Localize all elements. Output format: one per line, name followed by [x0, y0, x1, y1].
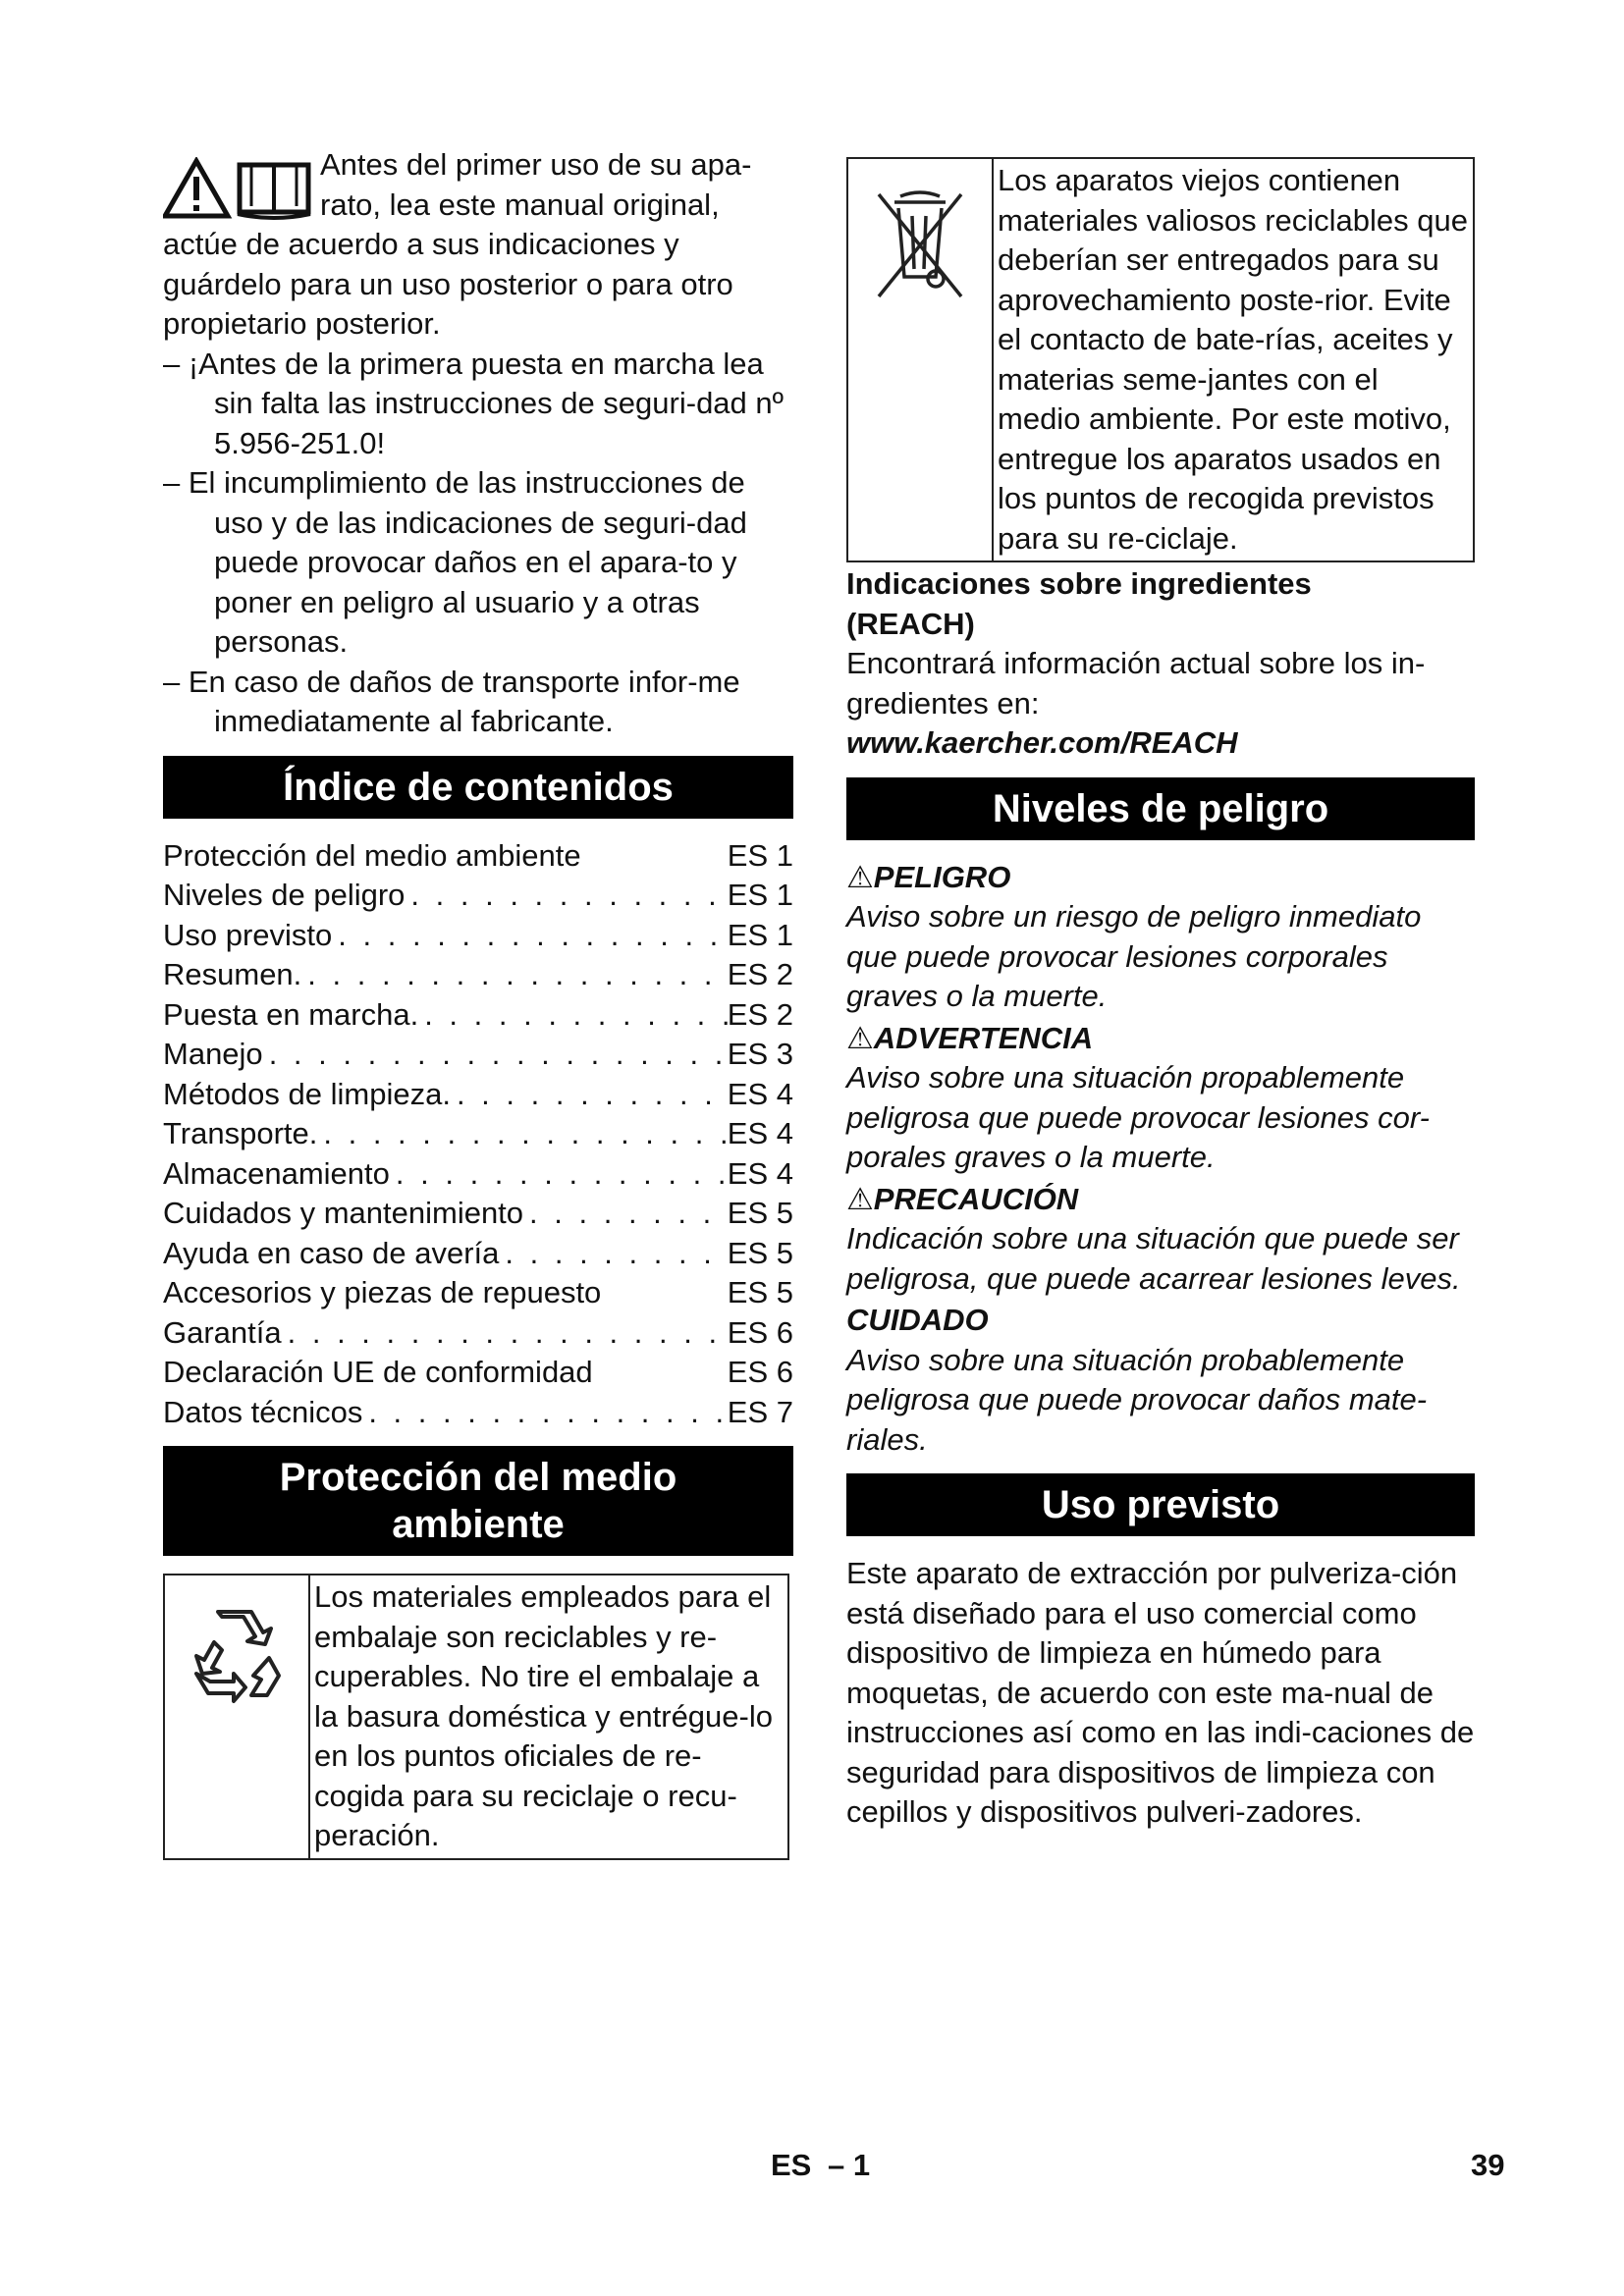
- toc-leader-dots: [362, 1393, 727, 1433]
- environment-heading: [163, 1446, 793, 1556]
- toc-entry-page: ES 6: [727, 1314, 793, 1350]
- toc-entry-page: ES 2: [727, 957, 793, 991]
- reach-text: Encontrará información actual sobre los in-gredientes en:: [846, 646, 1426, 721]
- toc-row[interactable]: [163, 1194, 793, 1234]
- intended-use-heading: Uso previsto: [846, 1473, 1475, 1536]
- warning-triangle-icon: ⚠: [846, 1020, 874, 1055]
- toc-entry-title: Uso previsto: [163, 917, 333, 952]
- toc-entry-title: Accesorios y piezas de repuesto: [163, 1275, 602, 1309]
- toc-row[interactable]: [163, 1273, 793, 1313]
- toc-entry-page: ES 5: [727, 1196, 793, 1230]
- reach-heading-line-1: Indicaciones sobre ingredientes: [846, 566, 1312, 601]
- toc-entry-page: ES 7: [727, 1394, 793, 1429]
- footer-section-label: [771, 2148, 870, 2183]
- intro-body: actúe de acuerdo a sus indicaciones y guárdelo para un uso posterior o para otro propietario posterior.: [163, 227, 733, 341]
- hazard-label-text: PELIGRO: [873, 859, 1011, 894]
- toc-row[interactable]: [163, 1035, 793, 1075]
- toc-row[interactable]: [163, 1234, 793, 1274]
- toc-row[interactable]: [163, 1393, 793, 1433]
- recycle-text: Los materiales empleados para el embalaje son reciclables y re-cuperables. No tire el embalaje a la basura doméstica y entrégue-lo en los puntos oficiales de re-cogida para su reciclaje o recu-peración.: [314, 1579, 773, 1852]
- hazard-levels: [846, 858, 1475, 1461]
- disposal-icon-cell: [848, 159, 994, 561]
- toc-entry-page: ES 4: [727, 1116, 793, 1150]
- disposal-box: [846, 157, 1475, 562]
- toc-entry-page: ES 1: [727, 837, 793, 873]
- intro-item: – El incumplimiento de las instrucciones de uso y de las indicaciones de seguri-dad puede provocar daños en el apara-to y poner en peligro al usuario y a otras personas.: [163, 465, 747, 659]
- table-of-contents: [163, 836, 793, 1433]
- warning-triangle-icon: ⚠: [846, 859, 874, 894]
- left-column: [163, 145, 793, 1860]
- toc-row[interactable]: [163, 836, 793, 877]
- toc-entry-title: Manejo: [163, 1037, 263, 1071]
- toc-row[interactable]: [163, 995, 793, 1036]
- environment-heading-line-1: Protección del medio: [279, 1456, 677, 1499]
- footer-page-label: – 1: [827, 2148, 871, 2182]
- toc-entry-title: Transporte.: [163, 1116, 318, 1150]
- toc-entry-title: Métodos de limpieza.: [163, 1076, 451, 1111]
- toc-row[interactable]: [163, 1075, 793, 1115]
- toc-row[interactable]: [163, 1353, 793, 1393]
- toc-row[interactable]: [163, 1313, 793, 1354]
- intended-use-text: Este aparato de extracción por pulveriza-ción está diseñado para el uso comercial como dispositivo de limpieza en húmedo para moquetas, de acuerdo con este ma-nual de instrucciones así como en las indi-caciones de seguridad para dispositivos de limpieza con cepillos y dispositivos pulveri-zadores.: [846, 1556, 1475, 1829]
- hazard-description: Aviso sobre una situación propablemente peligrosa que puede provocar lesiones cor-porales graves o la muerte.: [846, 1060, 1430, 1174]
- warning-manual-icon: [163, 157, 312, 220]
- intro-item: – En caso de daños de transporte infor-me inmediatamente al fabricante.: [163, 664, 740, 738]
- recycle-icon: [183, 1603, 291, 1711]
- toc-entry-title: Declaración UE de conformidad: [163, 1355, 593, 1389]
- intro-line-1: Antes del primer uso de su apa-: [320, 147, 752, 182]
- reach-link[interactable]: www.kaercher.com/REACH: [846, 725, 1238, 760]
- crossed-out-bin-icon: [871, 187, 969, 304]
- hazard-label: [846, 1019, 1475, 1059]
- disposal-text: Los aparatos viejos contienen materiales valiosos reciclables que deberían ser entregados para su aprovechamiento poste-rior. Evite el contacto de bate-rías, aceites y materias seme-jantes con el medio ambiente. Por este motivo, entregue los aparatos usados en los puntos de recogida previstos para su re-ciclaje.: [998, 163, 1469, 556]
- toc-entry-page: ES 5: [727, 1275, 793, 1309]
- hazard-label: [846, 1180, 1475, 1220]
- hazard-label-text: PRECAUCIÓN: [873, 1181, 1079, 1216]
- toc-leader-dots: [332, 916, 727, 956]
- toc-entry-title: Resumen.: [163, 957, 302, 991]
- toc-leader-dots: [390, 1154, 728, 1195]
- footer-section: ES: [771, 2148, 812, 2182]
- hazard-description: Indicación sobre una situación que puede ser peligrosa, que puede acarrear lesiones leves.: [846, 1221, 1461, 1296]
- toc-row[interactable]: [163, 955, 793, 995]
- warning-triangle-icon: ⚠: [846, 1181, 874, 1216]
- right-column: [846, 157, 1475, 1833]
- toc-leader-dots: [317, 1114, 727, 1154]
- reach-heading-line-2: (REACH): [846, 606, 975, 641]
- toc-leader-dots: [523, 1194, 728, 1234]
- toc-row[interactable]: [163, 916, 793, 956]
- intro-item: – ¡Antes de la primera puesta en marcha lea sin falta las instrucciones de seguri-dad nº 5.956-251.0!: [163, 346, 784, 460]
- page-number: 39: [1471, 2148, 1505, 2182]
- toc-row[interactable]: [163, 876, 793, 916]
- hazard-description: Aviso sobre una situación probablemente peligrosa que puede provocar daños mate-riales.: [846, 1342, 1428, 1457]
- toc-row[interactable]: [163, 1114, 793, 1154]
- recycle-icon-cell: [165, 1575, 310, 1858]
- hazard-label-text: CUIDADO: [846, 1303, 989, 1337]
- toc-heading: Índice de contenidos: [163, 756, 793, 819]
- toc-entry-page: ES 4: [727, 1076, 793, 1111]
- intro-line-2: rato, lea este manual original,: [320, 187, 720, 222]
- toc-entry-title: Datos técnicos: [163, 1394, 363, 1429]
- toc-leader-dots: [451, 1075, 728, 1115]
- intro-block: [163, 145, 793, 742]
- toc-entry-title: Puesta en marcha.: [163, 996, 419, 1032]
- toc-leader-dots: [301, 955, 727, 995]
- hazards-heading: Niveles de peligro: [846, 777, 1475, 840]
- toc-entry-page: ES 1: [727, 878, 793, 912]
- toc-leader-dots: [405, 876, 727, 916]
- toc-entry-page: ES 1: [727, 917, 793, 952]
- environment-heading-line-2: ambiente: [392, 1503, 565, 1546]
- hazard-label: [846, 1301, 1475, 1341]
- toc-entry-page: ES 5: [727, 1235, 793, 1270]
- toc-entry-page: ES 3: [727, 1037, 793, 1071]
- toc-entry-page: ES 6: [727, 1355, 793, 1389]
- hazard-label: [846, 858, 1475, 898]
- hazard-description: Aviso sobre un riesgo de peligro inmediato que puede provocar lesiones corporales graves o la muerte.: [846, 899, 1422, 1013]
- toc-entry-page: ES 4: [727, 1155, 793, 1191]
- toc-entry-title: Protección del medio ambiente: [163, 837, 581, 873]
- toc-entry-page: ES 2: [727, 996, 793, 1032]
- toc-leader-dots: [263, 1035, 728, 1075]
- toc-leader-dots: [282, 1313, 728, 1354]
- hazard-label-text: ADVERTENCIA: [873, 1020, 1094, 1055]
- toc-entry-title: Niveles de peligro: [163, 878, 406, 912]
- toc-row[interactable]: [163, 1154, 793, 1195]
- toc-leader-dots: [499, 1234, 727, 1274]
- toc-leader-dots: [418, 995, 728, 1036]
- toc-entry-title: Cuidados y mantenimiento: [163, 1196, 524, 1230]
- toc-entry-title: Almacenamiento: [163, 1155, 390, 1191]
- toc-entry-title: Ayuda en caso de avería: [163, 1235, 500, 1270]
- recycle-box: [163, 1574, 789, 1860]
- toc-entry-title: Garantía: [163, 1314, 282, 1350]
